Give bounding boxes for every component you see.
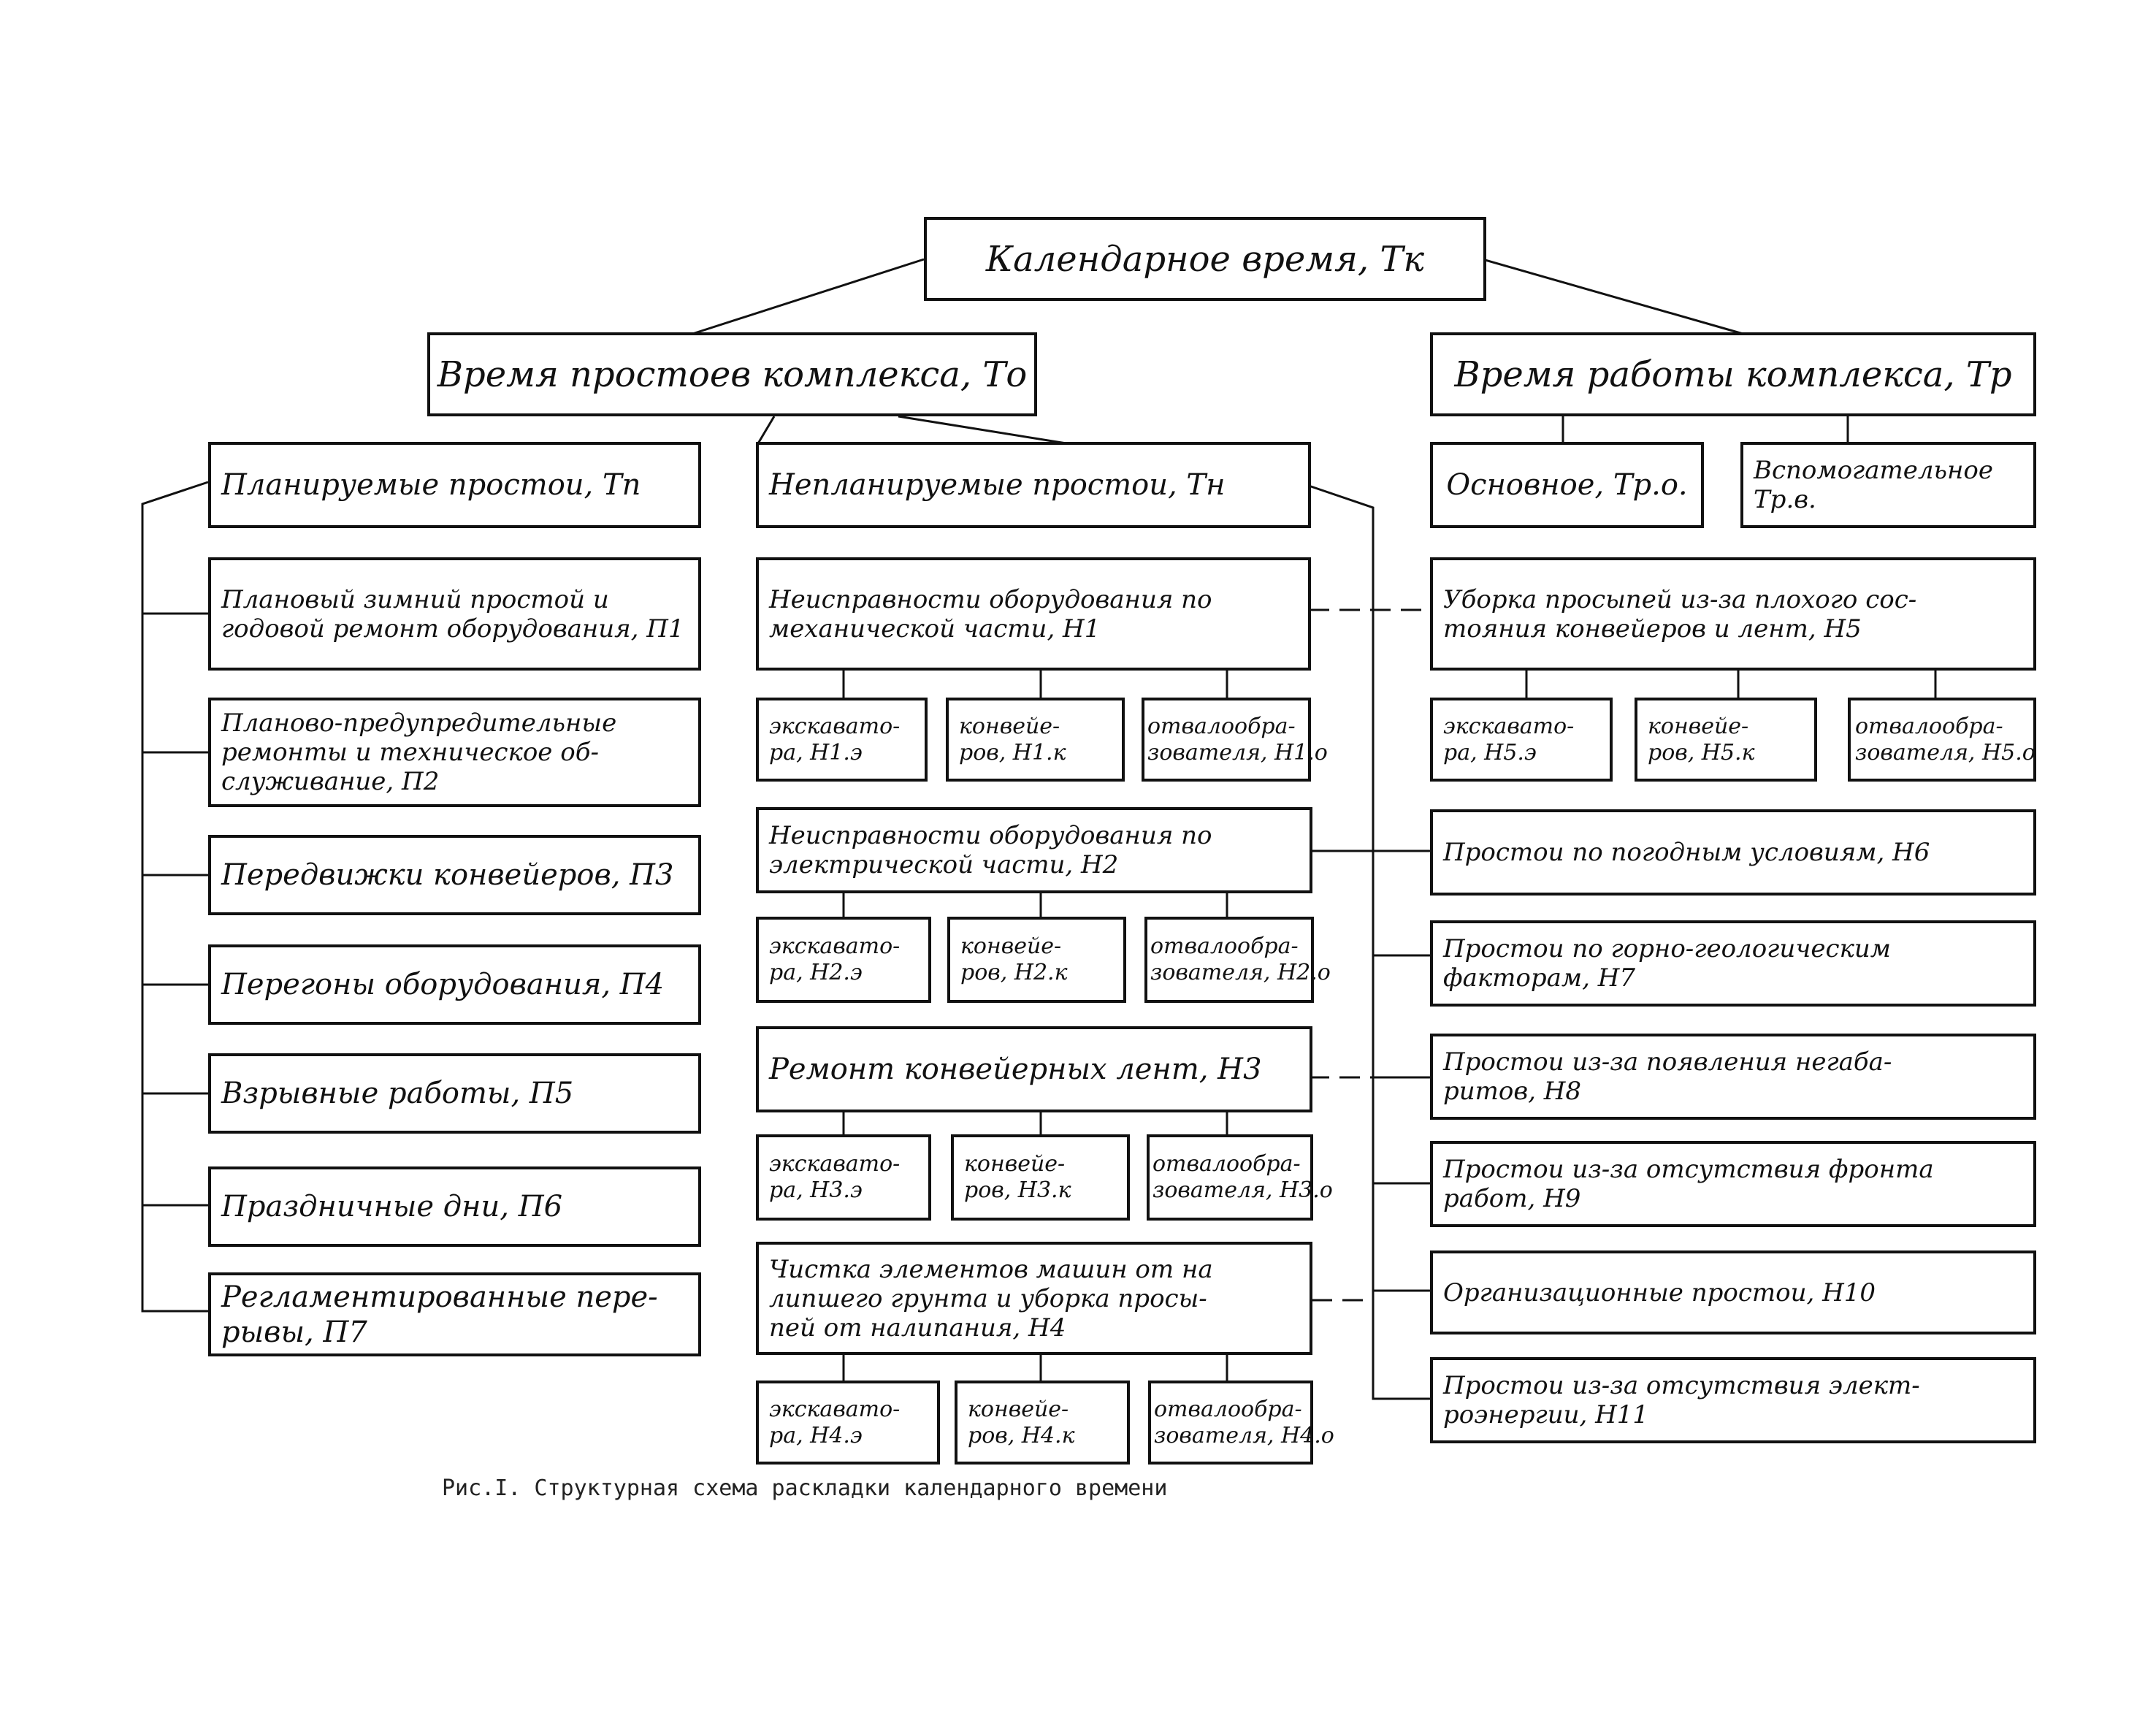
- sub-item-text: ра, Н5.э: [1443, 739, 1537, 765]
- right-item-text: Простои из-за отсутствия фронта: [1443, 1155, 1934, 1184]
- planned-item: [208, 944, 701, 1025]
- sub-item-text: конвейе-: [968, 1396, 1069, 1422]
- sub-item-text: ров, Н4.к: [968, 1422, 1075, 1448]
- sub-item-text: конвейе-: [959, 713, 1060, 739]
- unplanned-sub-item: [955, 1381, 1130, 1465]
- cleanup-text: тояния конвейеров и лент, Н5: [1443, 614, 1862, 644]
- planned-item: [208, 698, 701, 807]
- unplanned-sub-item: [947, 917, 1126, 1003]
- sub-item-text: зователя, Н3.о: [1152, 1177, 1333, 1203]
- sub-item-text: экскавато-: [1443, 713, 1575, 739]
- right-item: [1430, 1141, 2036, 1227]
- right-item-text: факторам, Н7: [1443, 963, 1636, 993]
- unplanned-sub-item: [1148, 1381, 1334, 1465]
- sub-item-text: отвалообра-: [1855, 713, 2003, 739]
- cleanup-box: [1430, 557, 2036, 671]
- sub-item-text: экскавато-: [769, 1396, 901, 1422]
- planned-item-text: Передвижки конвейеров, П3: [221, 858, 674, 892]
- planned-item-text: Перегоны оборудования, П4: [221, 968, 665, 1001]
- sub-item-text: конвейе-: [1648, 713, 1749, 739]
- unplanned-group-text: электрической части, Н2: [769, 850, 1119, 879]
- sub-item-text: конвейе-: [960, 933, 1062, 959]
- connector-line: [690, 259, 924, 335]
- planned-item: [208, 1053, 701, 1134]
- planned-item-text: рывы, П7: [221, 1315, 367, 1349]
- planned-item: [208, 1166, 701, 1247]
- unplanned-sub-item: [1142, 698, 1328, 782]
- sub-item-text: ров, Н5.к: [1648, 739, 1755, 765]
- right-item-text: ритов, Н8: [1443, 1077, 1582, 1106]
- sub-item-text: отвалообра-: [1154, 1396, 1302, 1422]
- unplanned-group-text: липшего грунта и уборка просы-: [769, 1283, 1207, 1313]
- connector-line: [898, 416, 1066, 443]
- cleanup-sub-item: [1430, 698, 1613, 782]
- unplanned-sub-item: [946, 698, 1125, 782]
- unplanned-sub-item: [756, 1381, 940, 1465]
- sub-item-text: зователя, Н5.о: [1855, 739, 2035, 765]
- unplanned-group-text: пей от налипания, Н4: [769, 1313, 1066, 1343]
- main-work-box: [1430, 442, 1704, 528]
- sub-item-text: экскавато-: [769, 713, 901, 739]
- planned-item-text: служивание, П2: [221, 767, 440, 796]
- sub-item-text: ров, Н3.к: [964, 1177, 1071, 1203]
- right-item: [1430, 809, 2036, 896]
- unplanned-group: [756, 807, 1312, 893]
- right-item-text: Простои по горно-геологическим: [1443, 934, 1891, 963]
- sub-item-text: конвейе-: [964, 1151, 1066, 1177]
- planned-item-text: Праздничные дни, П6: [221, 1190, 563, 1223]
- cleanup-sub-item: [1848, 698, 2036, 782]
- unplanned-sub-item: [756, 698, 928, 782]
- unplanned-group-text: Чистка элементов машин от на: [769, 1254, 1213, 1284]
- sub-item-text: ров, Н2.к: [960, 960, 1068, 985]
- sub-item-text: зователя, Н2.о: [1150, 960, 1331, 985]
- planned-item-text: Плановый зимний простой и: [221, 584, 609, 614]
- planned-item-text: Взрывные работы, П5: [221, 1077, 574, 1110]
- work-time-label: Время работы комплекса, Тр: [1454, 354, 2012, 395]
- unplanned-sub-item: [756, 1134, 931, 1221]
- right-item-text: Организационные простои, Н10: [1443, 1278, 1876, 1307]
- right-item-text: Простои из-за появления негаба-: [1443, 1047, 1892, 1077]
- calendar-time-label: Календарное время, Тк: [985, 238, 1425, 280]
- planned-downtime-label: Планируемые простои, Тп: [221, 468, 641, 502]
- unplanned-group-text: Неисправности оборудования по: [769, 821, 1212, 850]
- unplanned-group-text: Неисправности оборудования по: [769, 584, 1212, 614]
- right-item: [1430, 1250, 2036, 1334]
- sub-item-text: ра, Н3.э: [769, 1177, 863, 1203]
- sub-item-text: отвалообра-: [1147, 713, 1296, 739]
- planned-item: [208, 1272, 701, 1356]
- right-item-text: работ, Н9: [1443, 1184, 1581, 1213]
- planned-item: [208, 835, 701, 915]
- right-item: [1430, 1357, 2036, 1443]
- sub-item-text: зователя, Н1.о: [1147, 739, 1328, 765]
- connector-line: [1309, 486, 1430, 1399]
- sub-item-text: экскавато-: [769, 1151, 901, 1177]
- calendar-time-box: [924, 217, 1486, 301]
- unplanned-downtime-label: Непланируемые простои, Тн: [769, 468, 1226, 502]
- planned-downtime-box: [208, 442, 701, 528]
- downtime-box: [427, 332, 1037, 416]
- planned-item-text: годовой ремонт оборудования, П1: [221, 614, 684, 644]
- planned-item-text: Планово-предупредительные: [221, 709, 617, 738]
- unplanned-sub-item: [1147, 1134, 1333, 1221]
- aux-work-code: Тр.в.: [1754, 485, 1816, 514]
- unplanned-group: [756, 557, 1311, 671]
- unplanned-sub-item: [756, 917, 931, 1003]
- sub-item-text: ра, Н4.э: [769, 1422, 863, 1448]
- figure-caption: Рис.I. Структурная схема раскладки календарного времени: [442, 1475, 1168, 1501]
- unplanned-group-text: механической части, Н1: [769, 614, 1101, 644]
- downtime-label: Время простоев комплекса, То: [437, 354, 1028, 395]
- aux-work-label: Вспомогательное: [1754, 456, 1994, 485]
- planned-item: [208, 557, 701, 671]
- aux-work-box: [1740, 442, 2036, 528]
- cleanup-sub-item: [1635, 698, 1817, 782]
- right-item-text: Простои из-за отсутствия элект-: [1443, 1371, 1920, 1400]
- connector-line: [142, 482, 208, 1311]
- right-item: [1430, 920, 2036, 1007]
- unplanned-group: [756, 1242, 1312, 1355]
- connector-line: [758, 416, 774, 443]
- work-time-box: [1430, 332, 2036, 416]
- unplanned-sub-item: [951, 1134, 1130, 1221]
- connector-line: [1483, 259, 1746, 335]
- unplanned-downtime-box: [756, 442, 1311, 528]
- sub-item-text: ра, Н1.э: [769, 739, 863, 765]
- unplanned-group: [756, 1026, 1312, 1112]
- sub-item-text: ров, Н1.к: [959, 739, 1066, 765]
- cleanup-text: Уборка просыпей из-за плохого сос-: [1443, 584, 1917, 614]
- right-item-text: роэнергии, Н11: [1443, 1400, 1649, 1429]
- sub-item-text: зователя, Н4.о: [1154, 1422, 1334, 1448]
- main-work-label: Основное, Тр.о.: [1446, 468, 1688, 502]
- right-item: [1430, 1034, 2036, 1120]
- planned-item-text: Регламентированные пере-: [221, 1280, 658, 1314]
- planned-item-text: ремонты и техническое об-: [221, 738, 599, 767]
- sub-item-text: отвалообра-: [1150, 933, 1299, 959]
- sub-item-text: отвалообра-: [1152, 1151, 1301, 1177]
- unplanned-sub-item: [1144, 917, 1331, 1003]
- sub-item-text: экскавато-: [769, 933, 901, 959]
- sub-item-text: ра, Н2.э: [769, 960, 863, 985]
- unplanned-group-text: Ремонт конвейерных лент, Н3: [769, 1053, 1262, 1086]
- right-item-text: Простои по погодным условиям, Н6: [1443, 838, 1930, 867]
